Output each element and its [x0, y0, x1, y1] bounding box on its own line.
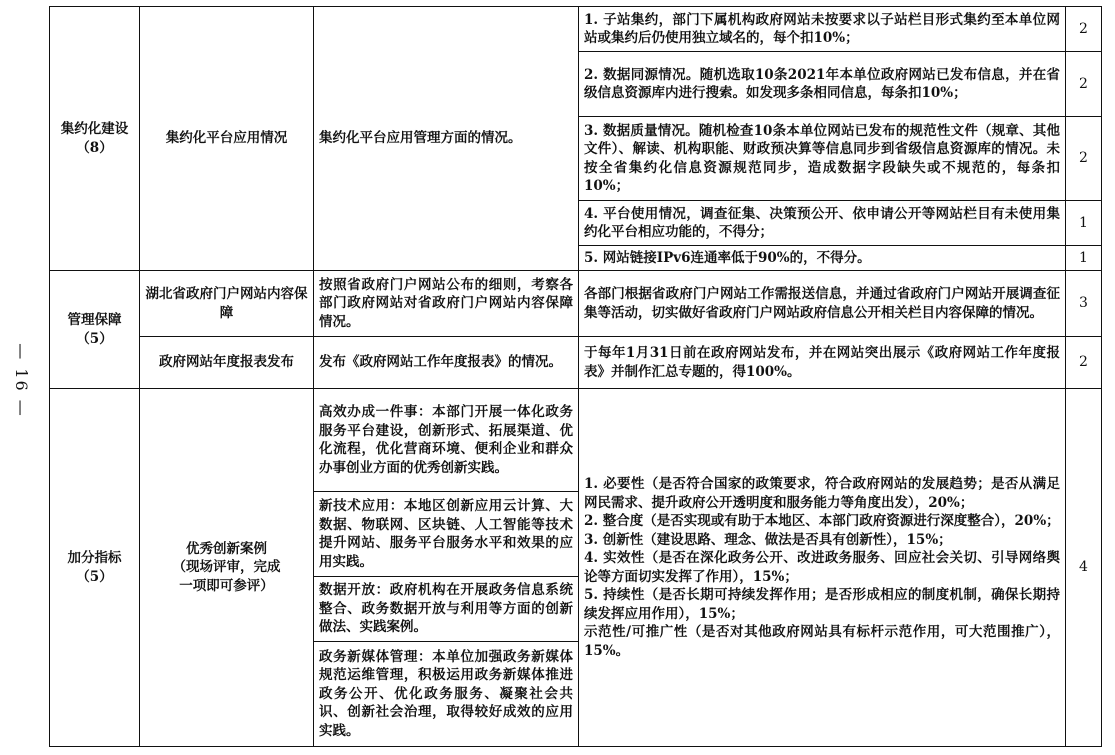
item-content: 按照省政府门户网站公布的细则，考察各部门政府网站对省政府门户网站内容保障情况。 [314, 271, 579, 337]
item-content: 发布《政府网站工作年度报表》的情况。 [314, 337, 579, 389]
category-name: 管理保障 [67, 312, 122, 328]
score-cell: 3 [1066, 271, 1102, 337]
category-score: （5） [76, 330, 113, 347]
category-score: （5） [76, 568, 113, 585]
score-cell: 2 [1066, 337, 1102, 389]
category-score: （8） [76, 139, 113, 156]
item-content: 新技术应用：本地区创新应用云计算、大数据、物联网、区块链、人工智能等技术提升网站、服务平台服务水平和效果的应用实践。 [314, 492, 579, 577]
item-content: 集约化平台应用管理方面的情况。 [314, 7, 579, 271]
item-content: 政务新媒体管理：本单位加强政务新媒体规范运维管理，积极运用政务新媒体推进政务公开、优化政务服务、凝聚社会共识、创新社会治理，取得较好成效的应用实践。 [314, 642, 579, 747]
score-cell: 2 [1066, 7, 1102, 52]
item-content: 数据开放：政府机构在开展政务信息系统整合、政务数据开放与利用等方面的创新做法、实践案例。 [314, 577, 579, 642]
score-cell: 2 [1066, 117, 1102, 201]
category-name: 加分指标 [67, 550, 122, 566]
page-number: — 16 — [11, 342, 31, 418]
rule-line: 1. 必要性（是否符合国家的政策要求，符合政府网站的发展趋势；是否从满足网民需求、提升政府公开透明度和服务能力等角度出发），20%； [584, 476, 1060, 511]
rule-text: 1. 子站集约，部门下属机构政府网站未按要求以子站栏目形式集约至本单位网站或集约后仍使用独立域名的，每个扣10%； [579, 7, 1066, 52]
score-cell: 1 [1066, 201, 1102, 246]
rule-text: 2. 数据同源情况。随机选取10条2021年本单位政府网站已发布信息，并在省级信息资源库内进行搜索。如发现多条相同信息，每条扣10%； [579, 52, 1066, 117]
rule-line: 2. 整合度（是否实现或有助于本地区、本部门政府资源进行深度整合），20%； [584, 513, 1060, 529]
rule-text: 3. 数据质量情况。随机检查10条本单位网站已发布的规范性文件（规章、其他文件）、解读、机构职能、财政预决算等信息同步到省级信息资源库的情况。未按全省集约化信息资源规范同步，造成数据字段缺失或不规范的，每条扣10%； [579, 117, 1066, 201]
table-row [50, 337, 1102, 389]
item-name-line: 一项即可参评） [179, 577, 274, 594]
item-name-line: 优秀创新案例 [186, 540, 267, 557]
rule-line: 5. 持续性（是否长期可持续发挥作用；是否形成相应的制度机制，确保长期持续发挥应用作用），15%； [584, 587, 1060, 622]
rule-text: 5. 网站链接IPv6连通率低于90%的，不得分。 [579, 246, 1066, 271]
rule-text: 4. 平台使用情况，调查征集、决策预公开、依申请公开等网站栏目有未使用集约化平台相应功能的，不得分； [579, 201, 1066, 246]
category-cell [50, 271, 140, 389]
table-row [50, 7, 1102, 52]
score-cell: 4 [1066, 389, 1102, 747]
table-row [50, 271, 1102, 337]
item-name: 政府网站年度报表发布 [140, 337, 314, 389]
table-row [50, 389, 1102, 492]
rule-line: 3. 创新性（建设思路、理念、做法是否具有创新性），15%； [584, 531, 952, 548]
rule-text: 各部门根据省政府门户网站工作需报送信息，并通过省政府门户网站开展调查征集等活动，切实做好省政府门户网站政府信息公开相关栏目内容保障的情况。 [579, 271, 1066, 337]
category-cell [50, 389, 140, 747]
item-name-line: （现场评审，完成 [172, 559, 281, 576]
item-name: 集约化平台应用情况 [140, 7, 314, 271]
rule-line: 示范性/可推广性（是否对其他政府网站具有标杆示范作用，可大范围推广），15%。 [584, 624, 1060, 659]
category-name: 集约化建设 [60, 121, 129, 137]
item-name [140, 389, 314, 747]
category-cell [50, 7, 140, 271]
rule-text: 于每年1月31日前在政府网站发布，并在网站突出展示《政府网站工作年度报表》并制作汇总专题的，得100%。 [579, 337, 1066, 389]
item-content: 高效办成一件事：本部门开展一体化政务服务平台建设，创新形式、拓展渠道、优化流程，优化营商环境、便利企业和群众办事创业方面的优秀创新实践。 [314, 389, 579, 492]
item-name: 湖北省政府门户网站内容保障 [140, 271, 314, 337]
score-cell: 2 [1066, 52, 1102, 117]
evaluation-table [49, 6, 1102, 747]
score-cell: 1 [1066, 246, 1102, 271]
rule-line: 4. 实效性（是否在深化政务公开、改进政务服务、回应社会关切、引导网络舆论等方面切实发挥了作用），15%； [584, 550, 1060, 585]
rule-text [579, 389, 1066, 747]
